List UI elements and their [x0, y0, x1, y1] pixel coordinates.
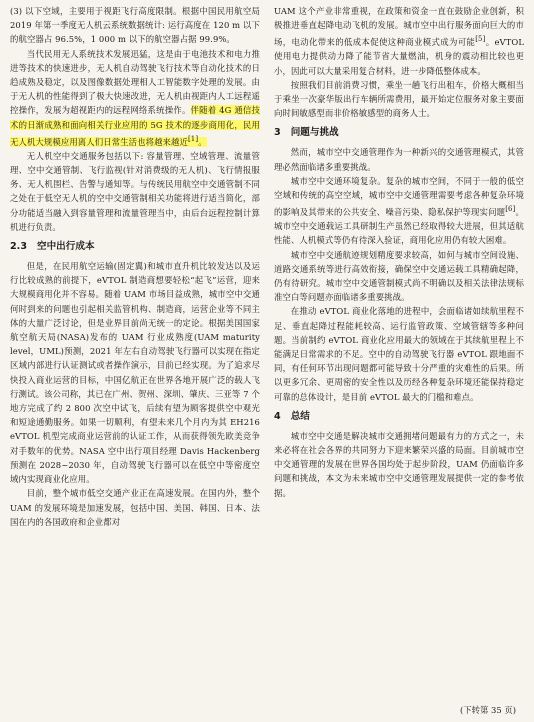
- paragraph-text: 城市空中交通环境复杂。复杂的城市空间，不同于一般的低空空域和传统的高空空域，城市空中交通管理需要考虑各种复杂环境的影响及其带来的公共安全、噪音污染、隐私保护等现实问题: [274, 175, 524, 218]
- paragraph: 但是，在民用航空运输(固定翼)和城市直升机比较发达以及运行比较成熟的前提下，eVTOL 制造商想要轻松“起飞”运营，迎来大规模商用化并不容易。随着 UAM 市场目益成熟，城市空中交通何时到来的问题也引起相关监管机构、制造商，运营企业等不同主体的大量广泛讨论，但是业界目前尚无统一的定论。根据美国国家航空航天局(NASA)发布的 UAM 行业成熟度(UAM maturity level，UML)预测，2021 年左右自动驾驶飞行器可以实现在指定区域内部进行认证测试或者操作演示，目前已经实现。为了追求尽快投入商业运营的目标，中国亿航正在世界各地开展广泛的载人飞行测试。该公司称，其已在广州、贺州、深圳、肇庆、三亚等 7 个地方完成了约 2 800 次空中试飞，后续有望为顾客提供空中观光和短途通勤服务。如果一切顺利，有望未来几个月内为其 EH216 eVTOL 机型完成商业运营前的认证工作，从而获得领先欧美竞争对手数年的优势。NASA 空中出行项目经理 Davis Hackenberg 预测在 2028~2030 年，自动驾驶飞行器可以在低空中等密度空域内实现商业化应用。: [10, 261, 260, 485]
- paragraph: 城市空中交通航迹规划精度要求较高，如何与城市空间设施、道路交通系统等进行高效衔接，确保空中交通运载工具精确起降，仍有待研究。城市空中交通管制模式尚不明确以及相关法律法规标准空白等问题亦面临诸多重要挑战。: [274, 249, 524, 303]
- section-heading: [274, 126, 524, 139]
- paragraph: [274, 4, 524, 78]
- paragraph: 在推动 eVTOL 商业化落地的进程中，会面临诸如续航里程不足、垂直起降过程能耗较高、运行监管政策、空域管辖等多种问题。当前制约 eVTOL 商业化应用最大的领域在于其续航里程上不能满足日常需求的不足。空中的自动驾驶飞行器 eVTOL 跟地面不同，有任何环节出现问题都可能导致十分严重的灾难性的后果。所以更多冗余、更周密的安全性以及历经各种复杂环境还能保持稳定可靠的总体设计，是目前 eVTOL 最大的门槛和难点。: [274, 306, 524, 402]
- paragraph-text: 。eVTOL 使用电力提供动力降了能节省大量燃油，机身的震动相比较也更小，因此可以大量采用复合材料，进一步降低整体成本。: [274, 37, 524, 76]
- paragraph: [10, 47, 260, 149]
- citation: [5]: [475, 35, 486, 44]
- paragraph: 城市空中交通是解决城市交通拥堵问题最有力的方式之一，未来必将在社会各界的共同努力下迎来繁荣兴盛的局面。目前城市空中交通管理的发展在世界各国均处于起步阶段，UAM 仍面临许多问题和挑战，本文为未来城市空中交通管理发展提供一定的参考依据。: [274, 430, 524, 498]
- section-number: 3: [274, 127, 281, 139]
- right-column: [274, 4, 524, 722]
- paragraph: 无人机空中交通服务包括以下: 容量管理、空域管理、流量管理、空中交通管制、飞行监视(针对消费级的无人机)、飞行情报服务、无人机围栏、告警与通知等。与传统民用航空中交通管制不同之处在于低空无人机的空中交通管制相关功能将进行适当简化，部分功能适当融入到容量管理和流量管理当中，由后台远程控制计算机进行负责。: [10, 150, 260, 232]
- paragraph: 然而，城市空中交通管理作为一种新兴的交通管理模式，其管理必然面临诸多重要挑战。: [274, 147, 524, 172]
- paragraph: 按照我们目前消费习惯，乘坐一趟飞行出租车，价格大概相当于乘坐一次豪华版出行车辆所需费用，最开始定位服务对象主要面向时间敏感型而非价格敏感型的商务人士。: [274, 79, 524, 119]
- section-title: 总结: [290, 410, 310, 422]
- paragraph: (3) 以下空域，主要用于视距飞行高度限制。根据中国民用航空局 2019 年第一季度无人机云系统数据统计: 运行高度在 120 m 以下的航空器占 96.5%，1 000 m 以下的航空器占据 99.9%。: [10, 6, 260, 45]
- continued-note: (下转第 35 页): [459, 705, 516, 715]
- citation: [1]: [187, 134, 199, 143]
- left-column: [10, 4, 260, 722]
- highlighted-sentence: 伴随着 4G 通信技术的日渐成熟和面向相关行业应用的 5G 技术的逐步商用化，民用无人机大规模应用离人们日常生活也将越来越近: [10, 105, 260, 147]
- section-number: 4: [274, 410, 281, 422]
- paragraph: [274, 174, 524, 248]
- section-number: 2.3: [10, 241, 27, 253]
- paragraph-text: 。城市空中交通载运工具研制生产虽然已经取得较大进展，但其适航性能、人机模式等仍有待深入验证，商用化应用仍有较大困难。: [274, 207, 524, 246]
- section-title: 空中出行成本: [37, 241, 95, 253]
- section-heading: [10, 240, 260, 253]
- citation: [6]: [505, 205, 516, 214]
- section-title: 问题与挑战: [290, 127, 339, 139]
- paragraph-text: UAM 这个产业非常重视，在政策和资金一直在鼓励企业创新，积极推进垂直起降电动飞机的发展。城市空中出行服务面向巨大的市场，电动化带来的低成本促使这种商业模式成为可能: [274, 6, 524, 48]
- paragraph: 目前，整个城市低空交通产业正在高速发展。在国内外，整个 UAM 的发展环境是加速发展，包括中国、美国、韩国、日本、法国在内的各国政府和企业都对: [10, 488, 260, 527]
- section-heading: [274, 410, 524, 423]
- punct: 。: [198, 136, 207, 147]
- paragraph-text: 当代民用无人系统技术发展迅猛，这是由于电池技术和电力推进等技术的快速进步，无人机自动驾驶飞行技术等自动化技术的日趋成熟及稳定，以及图像数据处理相人工智能数字处理的发展。由于无人机的性能得到了极大快速改进，无人机由视距内人工远程遥控操作，发展为超视距内的远程网络系统操作。: [10, 48, 260, 116]
